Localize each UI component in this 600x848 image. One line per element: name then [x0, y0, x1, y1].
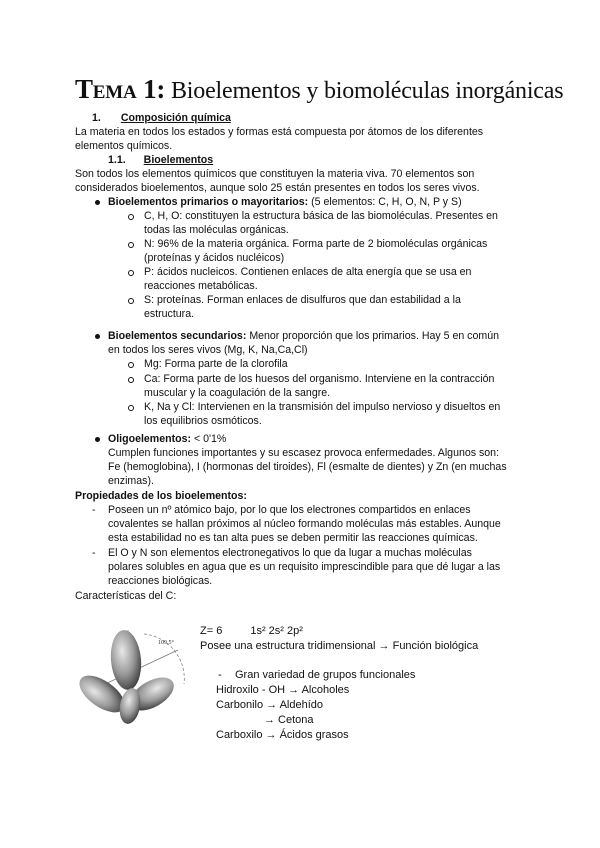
list-item: esta estabilidad no es tan alta pues se deben permitir las reacciones químicas.: [108, 532, 478, 544]
caracteristicas-heading: Características del C:: [75, 590, 177, 602]
bullet-dot: [95, 200, 100, 205]
list-item: Ca: Forma parte de los huesos del organismo. Interviene en la contracción: [144, 373, 495, 385]
list-item: Fe (hemoglobina), I (hormonas del tiroides), Fl (esmalte de dientes) y Zn (en muchas: [108, 461, 507, 473]
list-item: reacciones metabólicas.: [144, 280, 258, 292]
primarios-bullet: Bioelementos primarios o mayoritarios: (5 elementos: C, H, O, N, P y S): [108, 196, 462, 208]
title-tema: Tema 1:: [75, 74, 166, 104]
sub-bullet-circle: [128, 214, 134, 220]
paragraph-line: Son todos los elementos químicos que constituyen la materia viva. 70 elementos son: [75, 168, 475, 180]
list-item: muscular y la coagulación de la sangre.: [144, 387, 331, 399]
list-item: Poseen un nº atómico bajo, por lo que los electrones compartidos en enlaces: [108, 504, 471, 516]
oligo-bullet: Oligoelementos: < 0'1%: [108, 433, 227, 445]
list-item: C, H, O: constituyen la estructura básica de las biomoléculas. Presentes en: [144, 210, 498, 222]
z-line: Z= 6 1s² 2s² 2p²: [200, 625, 303, 637]
list-item: los equilibrios osmóticos.: [144, 415, 262, 427]
list-item: K, Na y Cl: Intervienen en la transmisión del impulso nervioso y disueltos en: [144, 401, 501, 413]
grupo-line: Hidroxilo - OH → Alcoholes: [216, 684, 350, 696]
dash-bullet: -: [218, 669, 222, 681]
paragraph-line: La materia en todos los estados y formas está compuesta por átomos de los diferentes: [75, 126, 484, 138]
list-item: todas las moléculas orgánicas.: [144, 224, 289, 236]
dash-bullet: -: [92, 547, 96, 559]
dash-bullet: -: [92, 504, 96, 516]
page-title: [75, 74, 563, 105]
estructura-line: Posee una estructura tridimensional → Función biológica: [200, 640, 479, 652]
sub-bullet-circle: [128, 242, 134, 248]
list-item: covalentes se hallan próximos al núcleo formando moléculas más estables. Aunque: [108, 518, 501, 530]
grupos-heading: Gran variedad de grupos funcionales: [235, 669, 416, 681]
sub-bullet-circle: [128, 362, 134, 368]
grupo-line: → Cetona: [264, 714, 314, 726]
list-item: P: ácidos nucleicos. Contienen enlaces de alta energía que se usa en: [144, 266, 472, 278]
paragraph-line: considerados bioelementos, aunque solo 25 están presentes en todos los seres vivos.: [75, 182, 480, 194]
bullet-dot: [95, 437, 100, 442]
list-item: Mg: Forma parte de la clorofila: [144, 358, 288, 370]
angle-label: 109,5°: [158, 640, 174, 646]
propiedades-heading: Propiedades de los bioelementos:: [75, 490, 247, 502]
list-item: N: 96% de la materia orgánica. Forma parte de 2 biomoléculas orgánicas: [144, 238, 488, 250]
list-item: polares solubles en agua que es un requisito imprescindible para que dé lugar a las: [108, 561, 501, 573]
sub-bullet-circle: [128, 377, 134, 383]
paragraph-line: elementos químicos.: [75, 140, 173, 152]
sub-bullet-circle: [128, 270, 134, 276]
secundarios-bullet: Bioelementos secundarios: Menor proporción que los primarios. Hay 5 en común: [108, 330, 499, 342]
list-item: enzimas).: [108, 475, 154, 487]
list-item: El O y N son elementos electronegativos lo que da lugar a muchas moléculas: [108, 547, 472, 559]
grupo-line: Carbonilo → Aldehído: [216, 699, 324, 711]
carbon-orbital-figure: [66, 612, 190, 730]
list-item: Cumplen funciones importantes y su escasez provoca enfermedades. Algunos son:: [108, 447, 500, 459]
list-item: en todos los seres vivos (Mg, K, Na,Ca,Cl): [108, 344, 308, 356]
list-item: (proteínas y ácidos nucléicos): [144, 252, 285, 264]
list-item: reacciones biológicas.: [108, 575, 213, 587]
section-1-heading: 1. Composición química: [92, 112, 231, 124]
grupo-line: Carboxilo → Ácidos grasos: [216, 729, 349, 741]
title-rest: Bioelementos y biomoléculas inorgánicas: [171, 78, 564, 104]
sub-bullet-circle: [128, 298, 134, 304]
list-item: estructura.: [144, 308, 195, 320]
sub-bullet-circle: [128, 405, 134, 411]
bullet-dot: [95, 334, 100, 339]
list-item: S: proteínas. Forman enlaces de disulfuros que dan estabilidad a la: [144, 294, 461, 306]
section-1-1-heading: 1.1. Bioelementos: [108, 154, 214, 166]
